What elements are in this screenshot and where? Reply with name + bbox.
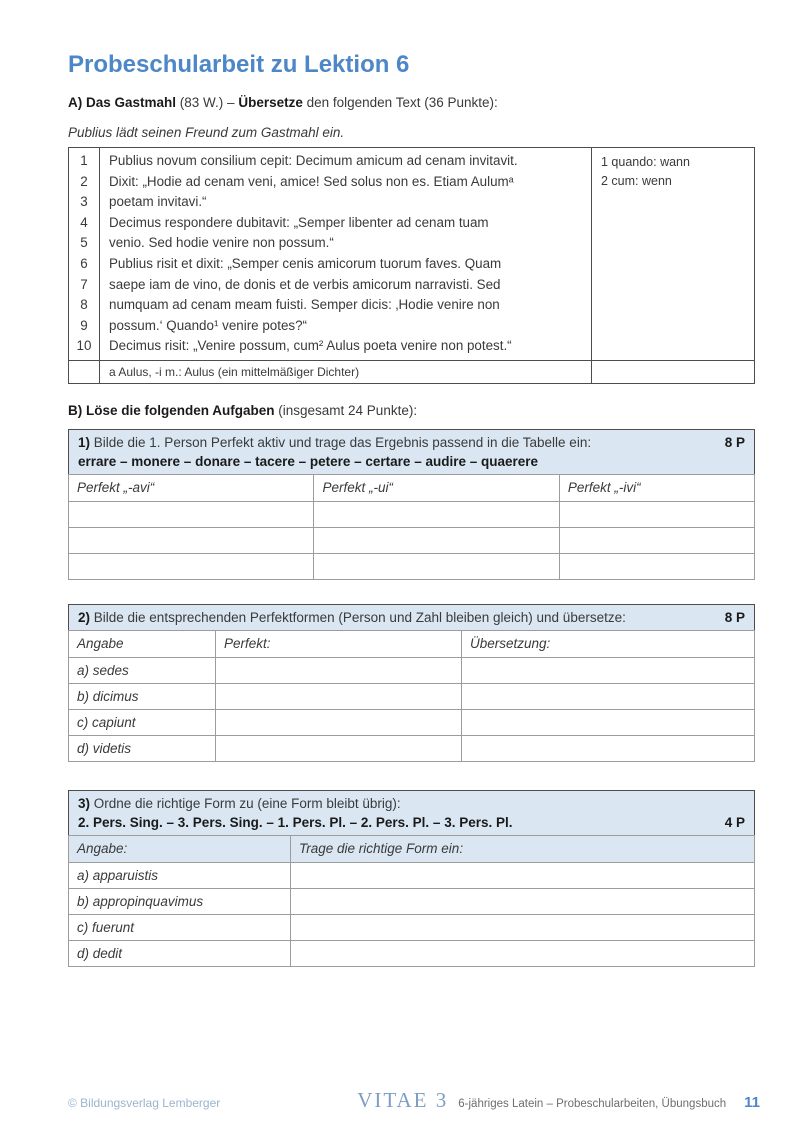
footnote-number-cell [69,361,100,383]
table-row [69,735,755,761]
latin-text-line: venio. Sed hodie venire non possum.“ [109,235,334,251]
answer-cell [69,527,314,553]
latin-text-line: Decimus risit: „Venire possum, cum² Aulus poeta venire non potest.“ [109,338,512,354]
table-row [69,527,755,553]
answer-cell [314,527,559,553]
latin-text-column [100,148,591,360]
answer-cell [291,888,755,914]
footnote-notes-cell [591,361,754,383]
exercise-2-number: 2) [78,609,91,625]
latin-text-line: Decimus respondere dubitavit: „Semper libenter ad cenam tuam [109,214,489,230]
line-number: 2 [80,173,88,189]
latin-text-line: Publius novum consilium cepit: Decimum amicum ad cenam invitavit. [109,153,518,168]
book-brand: VITAE 3 [357,1088,449,1112]
answer-cell [559,527,754,553]
table-row [69,940,755,966]
table-row [69,888,755,914]
latin-text-line: possum.‘ Quando¹ venire potes?“ [109,317,307,333]
exercise-3-points: 4 P [724,814,745,830]
latin-text-line: numquam ad cenam meam fuisti. Semper dicis: ‚Hodie venire non [109,297,500,313]
column-header: Angabe [69,630,216,657]
answer-cell [69,553,314,579]
exercise-2-header [68,604,755,631]
exercise-1-box [68,429,755,580]
exercise-2-points: 8 P [724,609,745,625]
column-header: Perfekt „-ivi“ [559,474,754,501]
section-b-rest: (insgesamt 24 Punkte): [274,402,418,418]
table-header-row [69,835,755,862]
answer-cell [216,683,462,709]
line-number: 9 [80,317,88,333]
section-a-intro: Publius lädt seinen Freund zum Gastmahl ein. [68,125,345,140]
line-number: 8 [80,297,88,313]
exercise-1-points: 8 P [724,434,745,450]
table-row [69,862,755,888]
given-form: d) videtis [69,735,216,761]
given-form: a) apparuistis [69,862,291,888]
vocab-note: 2 cum: wenn [601,174,672,188]
table-row [69,553,755,579]
column-header: Perfekt „-avi“ [69,474,314,501]
page-number: 11 [744,1094,760,1111]
line-number-column [69,148,100,360]
table-row [69,914,755,940]
answer-cell [291,862,755,888]
exercise-2-prompt-text: Bilde die entsprechenden Perfektformen (Person und Zahl bleiben gleich) und übersetze: [90,609,626,625]
exercise-1-prompt [78,433,591,452]
answer-cell [216,735,462,761]
line-number: 3 [80,194,88,210]
exercise-3-box [68,790,755,967]
publisher-copyright: © Bildungsverlag Lemberger [68,1096,221,1110]
table-row [69,657,755,683]
column-header: Übersetzung: [462,630,755,657]
vocab-note: 1 quando: wann [601,155,690,169]
exercise-1-table [68,474,755,580]
table-row [69,683,755,709]
answer-cell [314,501,559,527]
latin-text-line: saepe iam de vino, de donis et de verbis amicorum narravisti. Sed [109,276,501,292]
line-number: 5 [80,235,88,251]
given-form: d) dedit [69,940,291,966]
line-number: 4 [80,214,88,230]
exercise-3-forms: 2. Pers. Sing. – 3. Pers. Sing. – 1. Pers. Pl. – 2. Pers. Pl. – 3. Pers. Pl. [78,814,513,830]
line-number: 7 [80,276,88,292]
section-a-verb: Übersetze [238,95,303,110]
section-a-mid: (83 W.) – [176,95,239,110]
section-a-rest: den folgenden Text (36 Punkte): [302,95,498,110]
book-subtitle: 6-jähriges Latein – Probeschularbeiten, Übungsbuch [458,1098,727,1110]
vocab-notes-column [591,148,754,360]
section-a-label: A) Das Gastmahl [68,95,177,110]
exercise-3-number: 3) [78,795,91,811]
exercise-2-prompt [78,608,626,627]
answer-cell [216,709,462,735]
given-form: a) sedes [69,657,216,683]
latin-text-line: Dixit: „Hodie ad cenam veni, amice! Sed solus non es. Etiam Aulumᵃ [109,173,514,189]
answer-cell [291,940,755,966]
section-b-label: B) Löse die folgenden Aufgaben [68,402,275,418]
column-header: Perfekt: [216,630,462,657]
given-form: c) capiunt [69,709,216,735]
exercise-1-number: 1) [78,434,91,450]
answer-cell [216,657,462,683]
answer-cell [559,553,754,579]
footnote-row [69,360,754,383]
answer-cell [559,501,754,527]
page-content [68,0,755,967]
latin-text-line: Publius risit et dixit: „Semper cenis amicorum tuorum faves. Quam [109,255,502,271]
table-row [69,709,755,735]
answer-cell [314,553,559,579]
latin-text-line: poetam invitavi.“ [109,194,207,210]
exercise-3-header [68,790,755,836]
column-header: Trage die richtige Form ein: [291,835,755,862]
line-number: 1 [80,153,88,168]
line-number: 10 [76,338,92,354]
answer-cell [462,709,755,735]
latin-text-table [68,147,755,384]
given-form: c) fuerunt [69,914,291,940]
answer-cell [291,914,755,940]
table-row [69,501,755,527]
answer-cell [69,501,314,527]
given-form: b) dicimus [69,683,216,709]
exercise-1-header [68,429,755,475]
page-title: Probeschularbeit zu Lektion 6 [68,51,410,78]
exercise-2-box [68,604,755,762]
footnote-text: a Aulus, -i m.: Aulus (ein mittelmäßiger Dichter) [109,364,360,379]
column-header: Angabe: [69,835,291,862]
exercise-2-table [68,630,755,762]
column-header: Perfekt „-ui“ [314,474,559,501]
given-form: b) appropinquavimus [69,888,291,914]
page-footer [68,1088,760,1113]
table-header-row [69,474,755,501]
exercise-3-prompt-text: Ordne die richtige Form zu (eine Form bleibt übrig): [90,795,401,811]
exercise-1-wordlist: errare – monere – donare – tacere – petere – certare – audire – quaerere [78,453,539,469]
answer-cell [462,657,755,683]
answer-cell [462,683,755,709]
section-a-heading [68,94,755,111]
exercise-3-prompt [78,794,401,813]
table-header-row [69,630,755,657]
answer-cell [462,735,755,761]
exercise-3-table [68,835,755,967]
line-number: 6 [80,255,88,271]
section-b-heading [68,402,755,419]
exercise-1-prompt-text: Bilde die 1. Person Perfekt aktiv und trage das Ergebnis passend in die Tabelle ein: [90,434,592,450]
